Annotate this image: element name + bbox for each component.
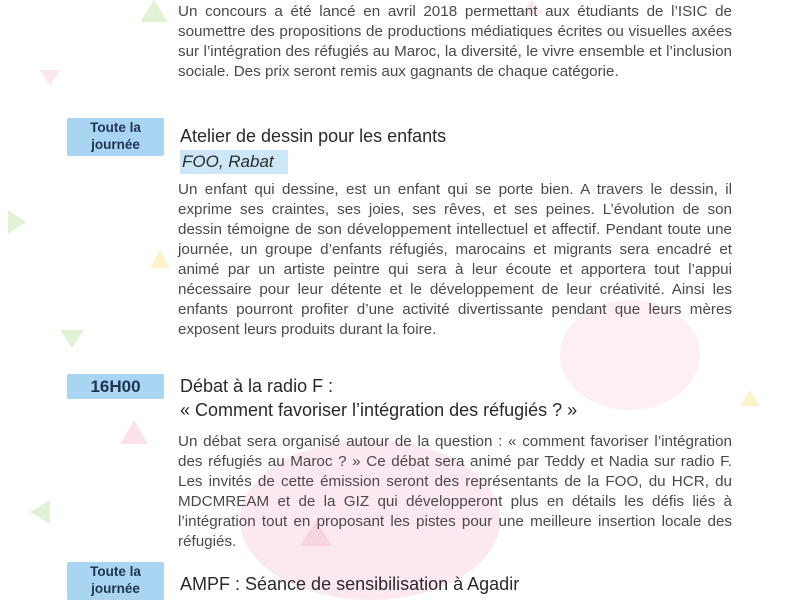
badge-line: journée <box>91 581 140 596</box>
debat-title: Débat à la radio F : <box>180 376 334 396</box>
atelier-time-badge <box>67 118 164 156</box>
debat-subtitle: « Comment favoriser l’intégration des réfugiés ? » <box>180 400 578 420</box>
atelier-paragraph: Un enfant qui dessine, est un enfant qui se porte bien. A travers le dessin, il exprime ses craintes, ses joies, ses rêves, et ses peines. L’évolution de son dessin témoigne de son développement intellectuel et affectif. Pendant toute une journée, un groupe d’enfants réfugiés, marocains et migrants sera encadré et animé par un artiste peintre qui sera à leur écoute et apportera tout l’appui nécessaire pour leur détente et le développement de leur créativité. Ainsi les enfants pourront profiter d’une activité divertissante pendant que leurs mères exposent leurs produits durant la foire. <box>178 181 732 338</box>
badge-line: Toute la <box>90 564 141 579</box>
intro-paragraph: Un concours a été lancé en avril 2018 permettant aux étudiants de l’ISIC de soumettre des propositions de productions médiatiques écrites ou visuelles axées sur l’intégration des réfugiés au Maroc, la diversité, le vivre ensemble et l’inclusion sociale. Des prix seront remis aux gagnants de chaque catégorie. <box>178 3 732 80</box>
ampf-title: AMPF : Séance de sensibilisation à Agadir <box>180 574 520 594</box>
badge-line: Toute la <box>90 120 141 135</box>
atelier-title: Atelier de dessin pour les enfants <box>180 126 447 146</box>
badge-line: journée <box>91 137 140 152</box>
atelier-location: FOO, Rabat <box>180 150 288 174</box>
debat-paragraph: Un débat sera organisé autour de la question : « comment favoriser l’intégration des réfugiés au Maroc ? » Ce débat sera animé par Teddy et Nadia sur radio F. Les invités de cette émission seront des représentants de la FOO, du HCR, du MDCMREAM et de la GIZ qui développeront plus en détails les défis liés à l’intégration tout en proposant les pistes pour une meilleure insertion locale des réfugiés. <box>178 433 732 550</box>
ampf-time-badge <box>67 562 164 600</box>
debat-time-badge: 16H00 <box>67 374 164 399</box>
